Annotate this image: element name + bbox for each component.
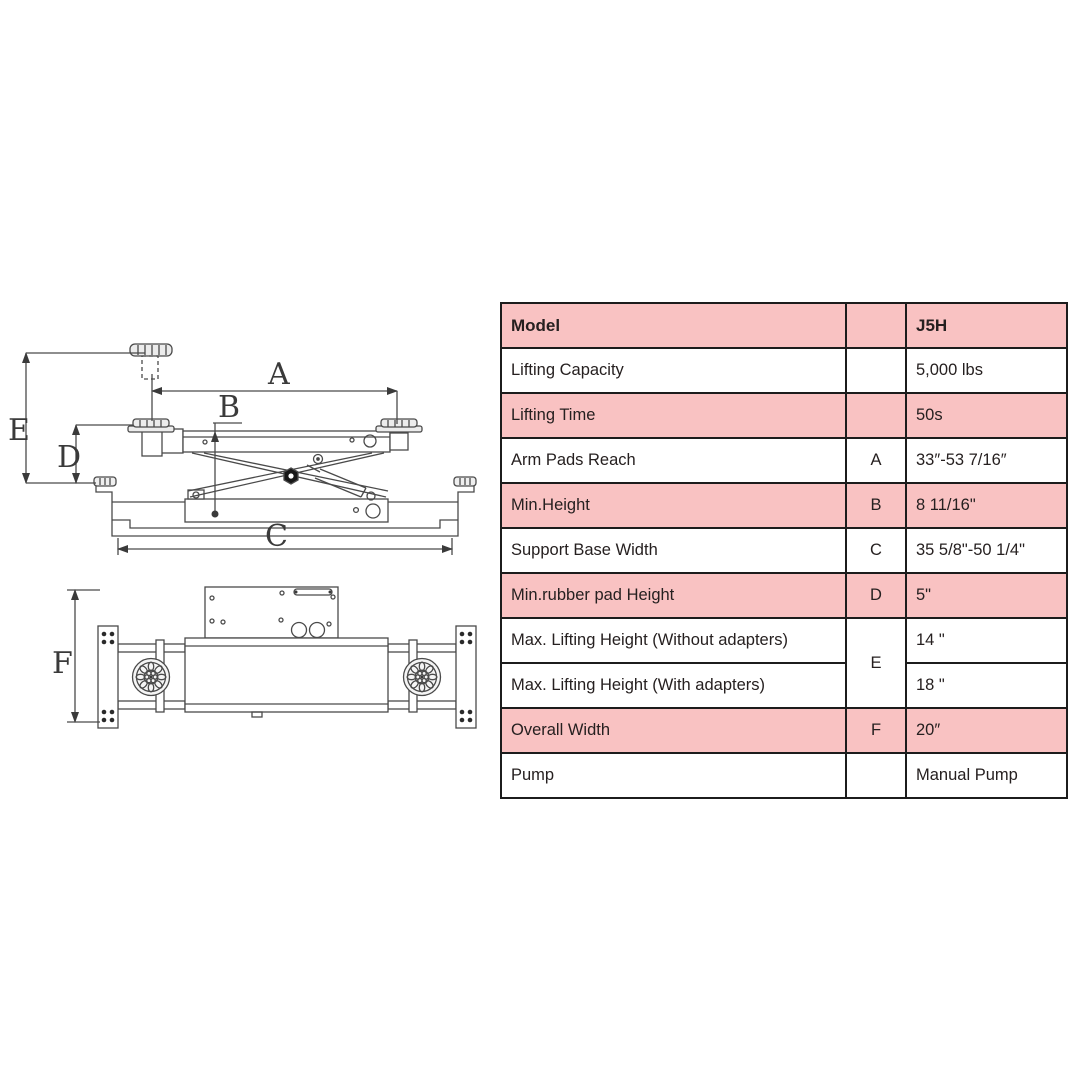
dim-label-d: D [57,440,82,475]
spec-value: 14 " [906,618,1067,663]
spec-row-min-rubber-pad-height [501,573,1067,618]
spec-label: Lifting Capacity [501,348,846,393]
spec-value: 33″-53 7/16″ [906,438,1067,483]
spec-letter: C [846,528,906,573]
spec-label: Support Base Width [501,528,846,573]
arm-pad-right [376,419,422,432]
spec-label: Lifting Time [501,393,846,438]
spec-row-overall-width [501,708,1067,753]
wheel-left [133,659,170,696]
dim-label-b: B [218,390,241,425]
dimension-f [52,590,100,722]
central-body [185,638,388,717]
spec-row-min-height [501,483,1067,528]
end-plate-left [98,626,118,728]
spec-letter [846,393,906,438]
spec-value: Manual Pump [906,753,1067,798]
spec-row-lifting-capacity [501,348,1067,393]
spec-row-max-lift-without-adapters [501,618,1067,663]
spec-letter: E [846,618,906,708]
spec-letter [846,753,906,798]
spec-letter: A [846,438,906,483]
top-view [52,587,476,728]
spec-label: Model [501,303,846,348]
height-adapter [130,344,172,379]
spec-row-model [501,303,1067,348]
spec-value: 5" [906,573,1067,618]
dim-label-e: E [8,413,30,448]
spec-letter [846,303,906,348]
wheel-right [404,659,441,696]
spec-label: Min.rubber pad Height [501,573,846,618]
spec-value: 5,000 lbs [906,348,1067,393]
dim-label-c: C [265,519,288,554]
side-view [8,344,476,555]
main-beam [142,429,408,456]
spec-value: 18 " [906,663,1067,708]
dim-label-f: F [52,646,73,681]
spec-row-pump [501,753,1067,798]
spec-letter: F [846,708,906,753]
spec-row-max-lift-with-adapters [501,663,1067,708]
spec-letter: D [846,573,906,618]
spec-value: 35 5/8"-50 1/4" [906,528,1067,573]
spec-letter [846,348,906,393]
spec-label: Max. Lifting Height (With adapters) [501,663,846,708]
spec-value: 8 11/16" [906,483,1067,528]
spec-label: Pump [501,753,846,798]
spec-row-arm-pads-reach [501,438,1067,483]
spec-row-support-base-width [501,528,1067,573]
end-plate-right [456,626,476,728]
spec-label: Overall Width [501,708,846,753]
dimension-d [57,425,133,483]
spec-label: Arm Pads Reach [501,438,846,483]
spec-value: 20″ [906,708,1067,753]
spec-value: 50s [906,393,1067,438]
arm-pad-left [128,419,174,432]
dim-label-a: A [268,357,290,392]
spec-table [500,302,1068,799]
dimension-a [152,357,397,424]
spec-value: J5H [906,303,1067,348]
pump-plate [205,587,338,638]
spec-label: Min.Height [501,483,846,528]
spec-letter: B [846,483,906,528]
spec-label: Max. Lifting Height (Without adapters) [501,618,846,663]
spec-row-lifting-time [501,393,1067,438]
